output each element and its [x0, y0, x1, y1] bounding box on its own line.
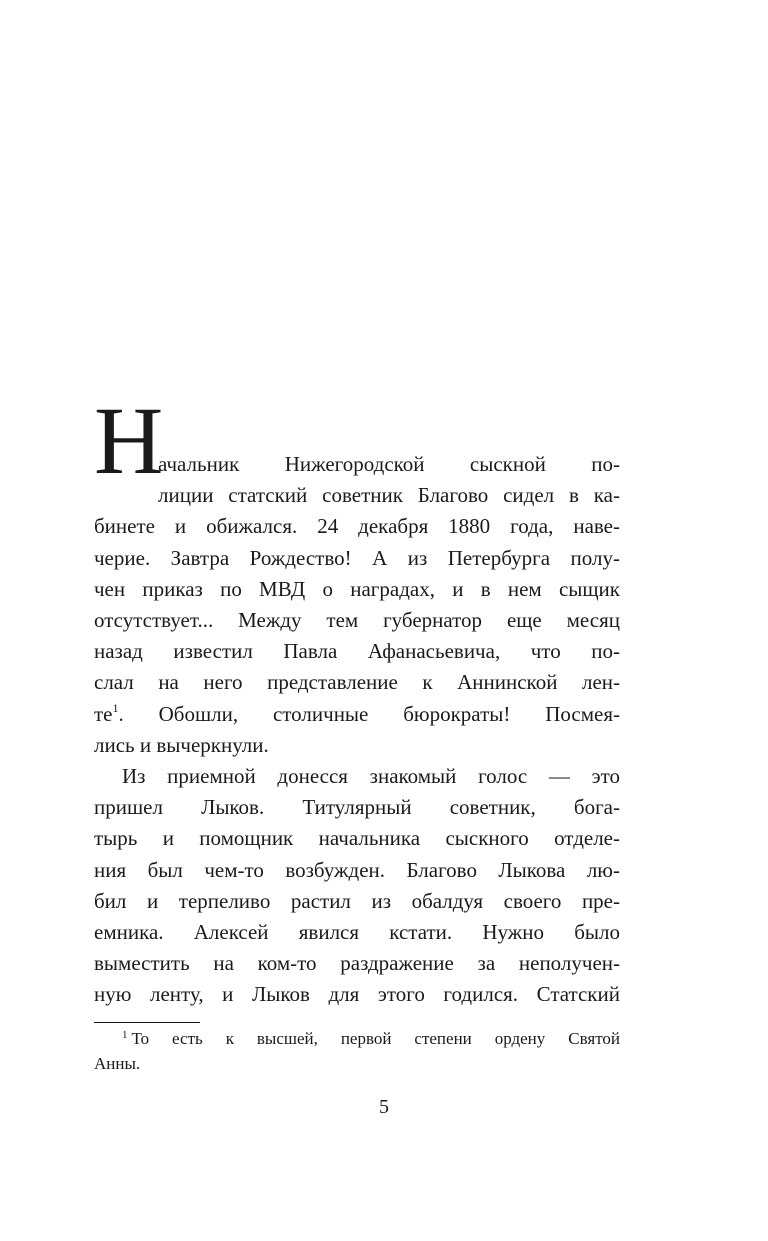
- text-line: Из приемной донесся знакомый голос — это: [122, 764, 620, 788]
- text-line: пришел Лыков. Титулярный советник, бога-: [94, 795, 620, 820]
- text-line: емника. Алексей явился кстати. Нужно было: [94, 919, 620, 944]
- text-line: лиции статский советник Благово сидел в ка-: [158, 483, 620, 508]
- text-line-with-footnote: [94, 699, 620, 730]
- footnote-line: Анны.: [94, 1054, 141, 1073]
- footnote-text: То есть к высшей, первой степени ордену Святой: [131, 1029, 620, 1048]
- text-line: назад известил Павла Афанасьевича, что по-: [94, 639, 620, 664]
- text-line: бинете и обижался. 24 декабря 1880 года, наве-: [94, 514, 620, 539]
- paragraph-2: [94, 761, 620, 1011]
- text-line: ачальник Нижегородской сыскной по-: [158, 452, 620, 476]
- footnote-reference[interactable]: 1: [112, 700, 119, 715]
- text-line: слал на него представление к Аннинской лен-: [94, 670, 620, 695]
- footnote-line: [94, 1026, 620, 1051]
- text-line: тырь и помощник начальника сыскного отделе-: [94, 826, 620, 851]
- text-line: выместить на ком-то раздражение за неполучен-: [94, 951, 620, 976]
- text-line: чен приказ по МВД о наградах, и в нем сыщик: [94, 576, 620, 601]
- paragraph-1: [94, 449, 620, 761]
- text-line: отсутствует... Между тем губернатор еще месяц: [94, 607, 620, 632]
- drop-cap-letter: Н: [94, 387, 164, 494]
- text-line: черие. Завтра Рождество! А из Петербурга полу-: [94, 545, 620, 570]
- footnote: [94, 1026, 620, 1076]
- text-line: бил и терпеливо растил из обалдуя своего пре-: [94, 888, 620, 913]
- footnote-marker: 1: [122, 1029, 128, 1041]
- footnote-divider: [94, 1022, 200, 1023]
- text-fragment: . Обошли, столичные бюрократы! Посмея-: [118, 701, 620, 726]
- text-fragment: те: [94, 701, 113, 726]
- text-line: ную ленту, и Лыков для этого годился. Статский: [94, 982, 620, 1007]
- text-line: лись и вычеркнули.: [94, 732, 269, 757]
- page-number: 5: [379, 1096, 389, 1118]
- text-line: ния был чем-то возбужден. Благово Лыкова лю-: [94, 857, 620, 882]
